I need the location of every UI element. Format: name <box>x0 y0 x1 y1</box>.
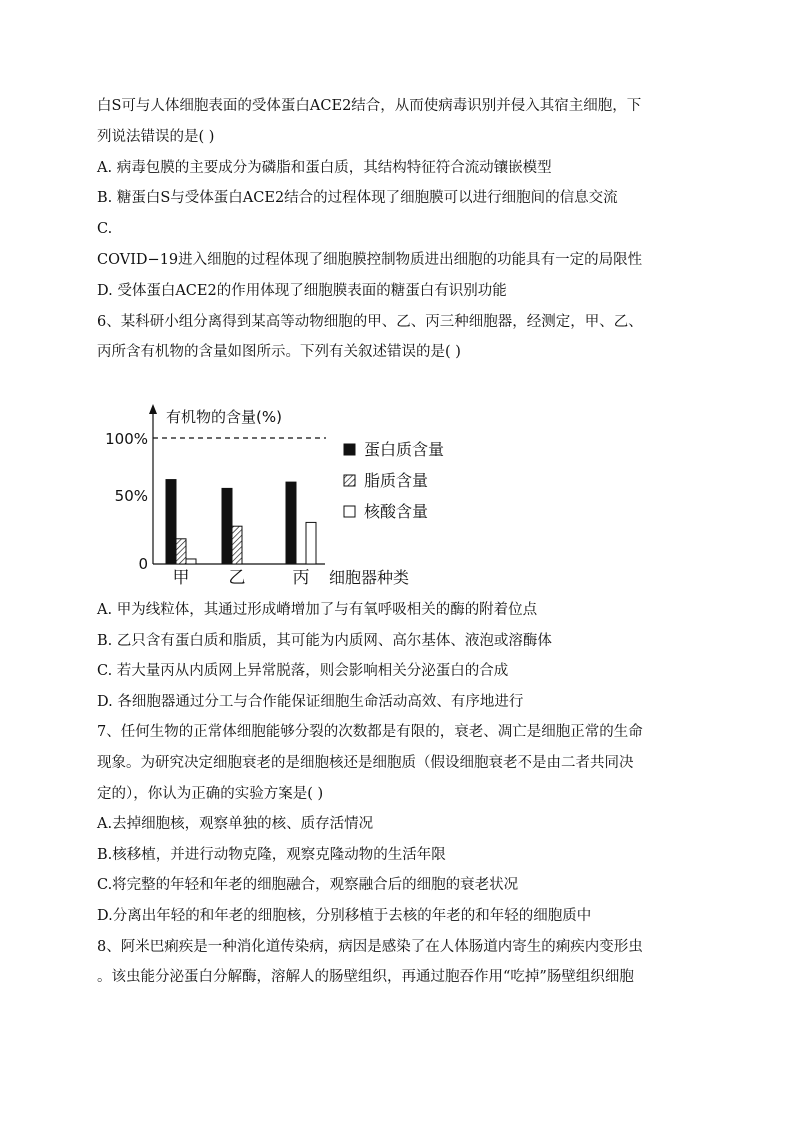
text-line: A. 甲为线粒体，其通过形成嵴增加了与有氧呼吸相关的酶的附着位点 <box>97 602 538 618</box>
legend-swatch <box>344 444 355 455</box>
y-axis-label: 有机物的含量(%) <box>166 408 282 426</box>
bar-甲-核酸含量 <box>186 559 196 564</box>
legend-swatch <box>344 475 355 486</box>
x-tick-label: 丙 <box>292 568 310 588</box>
text-line: B.核移植，并进行动物克隆，观察克隆动物的生活年限 <box>97 846 446 863</box>
text-line: C.将完整的年轻和年老的细胞融合，观察融合后的细胞的衰老状况 <box>97 877 519 894</box>
legend-swatch <box>344 506 355 517</box>
x-tick-label: 甲 <box>172 568 190 588</box>
legend-label: 蛋白质含量 <box>364 440 445 459</box>
text-line: D. 各细胞器通过分工与合作能保证细胞生命活动高效、有序地进行 <box>97 693 524 710</box>
text-line: A. 病毒包膜的主要成分为磷脂和蛋白质，其结构特征符合流动镶嵌模型 <box>97 159 552 176</box>
text-line: 8、阿米巴痢疾是一种消化道传染病，病因是感染了在人体肠道内寄生的痢疾内变形虫 <box>97 938 643 955</box>
text-line: B. 乙只含有蛋白质和脂质，其可能为内质网、高尔基体、液泡或溶酶体 <box>97 632 552 649</box>
text-line: 6、某科研小组分离得到某高等动物细胞的甲、乙、丙三种细胞器，经测定，甲、乙、 <box>97 313 643 330</box>
text-line: D.分离出年轻的和年老的细胞核，分别移植于去核的年老的和年轻的细胞质中 <box>97 908 592 924</box>
bar-甲-蛋白质含量 <box>166 480 176 564</box>
legend-label: 核酸含量 <box>364 502 429 521</box>
text-line: D. 受体蛋白ACE2的作用体现了细胞膜表面的糖蛋白有识别功能 <box>97 282 507 299</box>
y-tick-label-50: 50% <box>114 487 148 505</box>
x-tick-label: 乙 <box>228 568 246 588</box>
text-line: COVID−19进入细胞的过程体现了细胞膜控制物质进出细胞的功能具有一定的局限性 <box>97 252 643 268</box>
text-line: 列说法错误的是( ) <box>97 128 215 145</box>
text-line: 7、任何生物的正常体细胞能够分裂的次数都是有限的，衰老、凋亡是细胞正常的生命 <box>97 724 643 741</box>
bar-甲-脂质含量 <box>176 539 186 564</box>
text-line: 现象。为研究决定细胞衰老的是细胞核还是细胞质（假设细胞衰老不是由二者共同决 <box>97 755 634 771</box>
y-tick-label-0: 0 <box>138 555 148 573</box>
text-line: C. <box>97 221 113 238</box>
y-tick-label-100: 100% <box>105 430 148 448</box>
organelle-composition-chart <box>90 398 450 590</box>
text-line: A.去掉细胞核，观察单独的核、质存活情况 <box>97 816 374 833</box>
text-line: 。该虫能分泌蛋白分解酶，溶解人的肠壁组织，再通过胞吞作用“吃掉”肠壁组织细胞 <box>97 969 634 986</box>
bar-乙-蛋白质含量 <box>222 488 232 564</box>
y-axis-arrow-icon <box>149 404 157 414</box>
text-line: 定的），你认为正确的实验方案是( ) <box>97 785 324 802</box>
text-line: C. 若大量丙从内质网上异常脱落，则会影响相关分泌蛋白的合成 <box>97 663 509 680</box>
text-line: 丙所含有机物的含量如图所示。下列有关叙述错误的是( ) <box>97 344 461 361</box>
text-line: B. 糖蛋白S与受体蛋白ACE2结合的过程体现了细胞膜可以进行细胞间的信息交流 <box>97 190 618 207</box>
legend-label: 脂质含量 <box>364 471 429 490</box>
x-axis-label: 细胞器种类 <box>329 568 410 587</box>
text-line: 白S可与人体细胞表面的受体蛋白ACE2结合，从而使病毒识别并侵入其宿主细胞，下 <box>97 98 642 114</box>
bar-丙-核酸含量 <box>306 522 316 564</box>
bar-乙-脂质含量 <box>232 526 242 564</box>
bar-丙-蛋白质含量 <box>286 482 296 564</box>
